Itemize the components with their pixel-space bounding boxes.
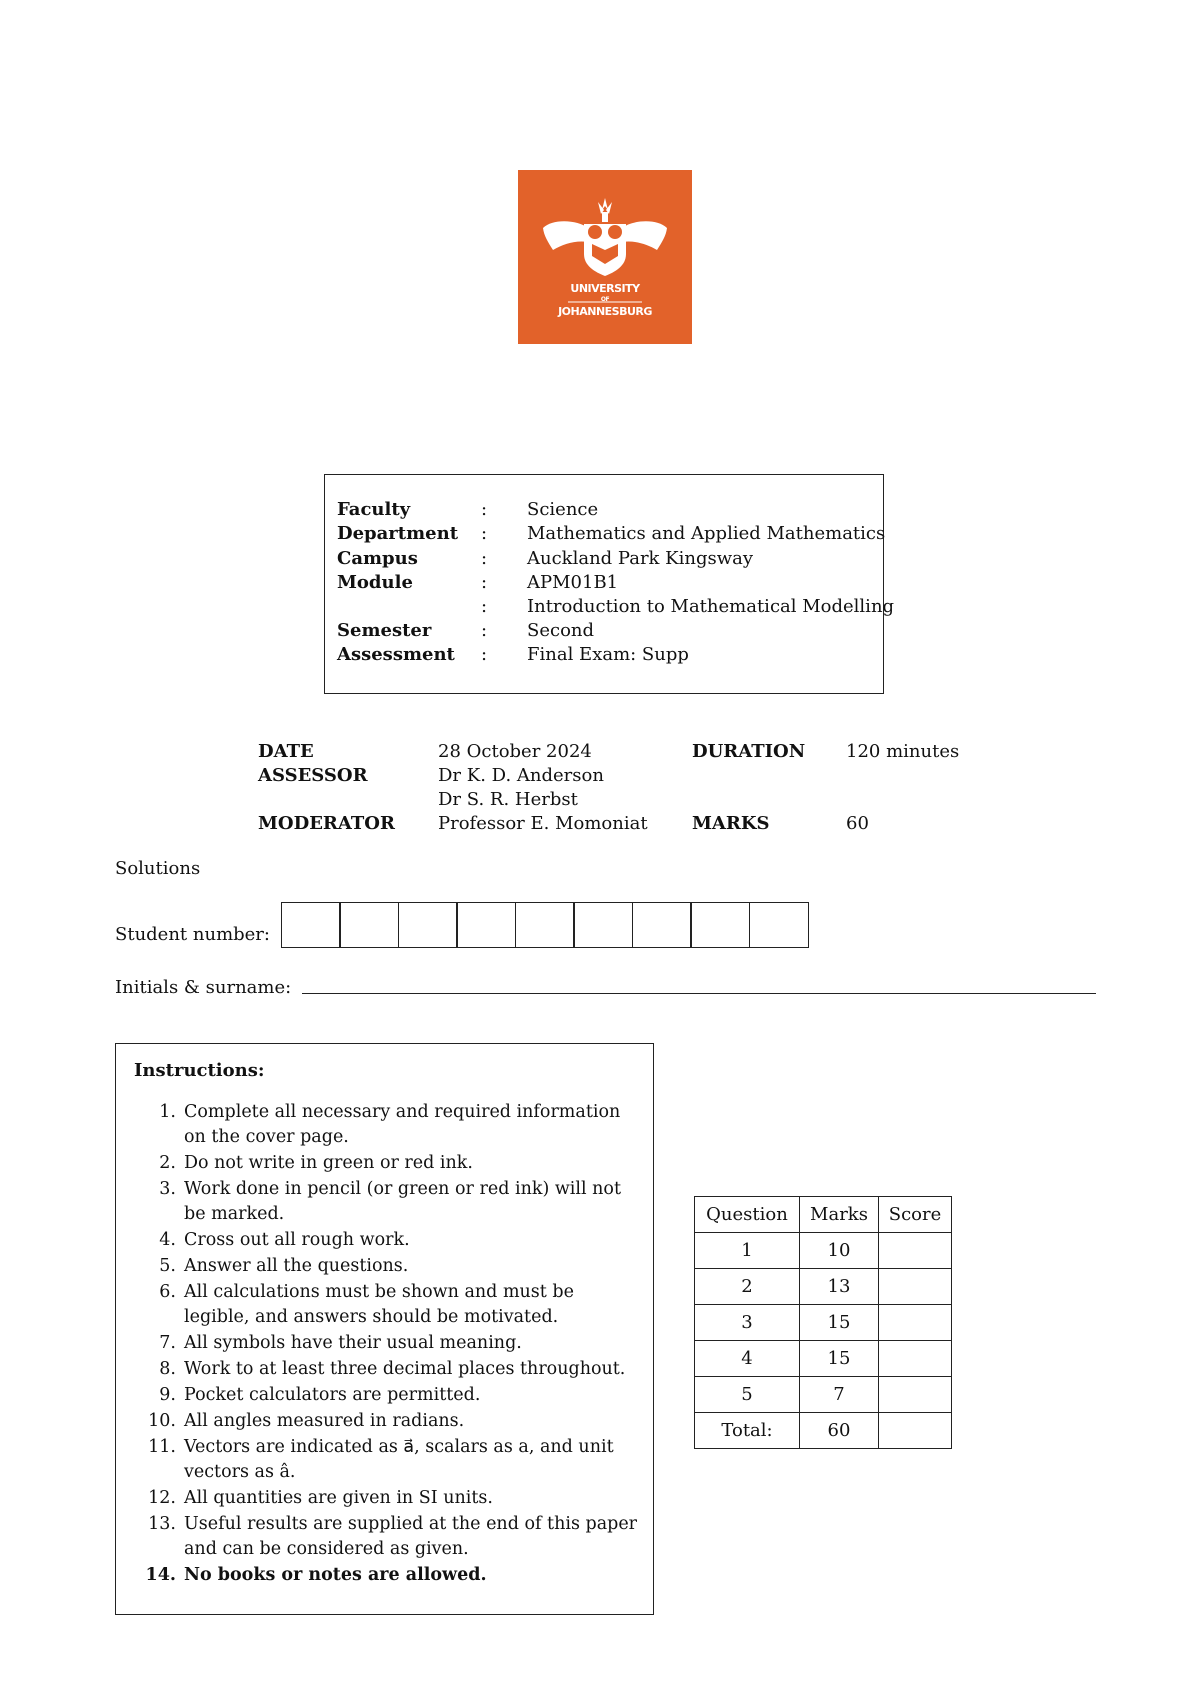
info-label: Assessment xyxy=(337,644,455,665)
info-separator: : xyxy=(481,523,488,544)
table-header-row xyxy=(695,1197,952,1233)
table-total-row xyxy=(695,1413,952,1449)
marks-cell: 15 xyxy=(800,1305,879,1341)
info-label: Module xyxy=(337,572,413,593)
instruction-text: No books or notes are allowed. xyxy=(184,1565,487,1585)
instruction-item xyxy=(116,1254,655,1279)
table-row xyxy=(695,1305,952,1341)
question-cell: 5 xyxy=(695,1377,800,1413)
logo-text-of: OF xyxy=(600,296,610,303)
student-number-label: Student number: xyxy=(115,924,270,945)
total-label-cell: Total: xyxy=(695,1413,800,1449)
instruction-item xyxy=(116,1331,655,1356)
instruction-item xyxy=(116,1151,655,1176)
header-score: Score xyxy=(879,1197,952,1233)
instructions-box xyxy=(115,1043,654,1615)
student-number-digit-box[interactable] xyxy=(749,902,809,948)
instruction-text: All symbols have their usual meaning. xyxy=(184,1333,522,1353)
instruction-text: Complete all necessary and required information on the cover page. xyxy=(184,1102,621,1147)
instruction-number: 2. xyxy=(159,1153,176,1173)
instruction-text: Pocket calculators are permitted. xyxy=(184,1385,481,1405)
marks-label: MARKS xyxy=(692,813,770,834)
instruction-text: Answer all the questions. xyxy=(184,1256,409,1276)
course-info-box xyxy=(324,474,895,694)
instruction-number: 6. xyxy=(159,1282,176,1302)
instruction-item xyxy=(116,1512,655,1562)
duration-label: DURATION xyxy=(692,741,806,762)
assessor-label: ASSESSOR xyxy=(258,765,368,786)
instruction-text: Do not write in green or red ink. xyxy=(184,1153,473,1173)
instruction-item xyxy=(116,1280,655,1330)
student-number-digit-box[interactable] xyxy=(690,902,750,948)
marks-cell: 7 xyxy=(800,1377,879,1413)
instruction-text: Cross out all rough work. xyxy=(184,1230,410,1250)
info-value: Mathematics and Applied Mathematics xyxy=(527,523,886,544)
table-row xyxy=(695,1269,952,1305)
student-number-digit-box[interactable] xyxy=(515,902,575,948)
total-marks-cell: 60 xyxy=(800,1413,879,1449)
score-cell[interactable] xyxy=(879,1305,952,1341)
instruction-text: Vectors are indicated as a⃗, scalars as a, and unit vectors as â. xyxy=(184,1437,614,1482)
instruction-item xyxy=(116,1435,655,1485)
score-table xyxy=(694,1196,952,1449)
instruction-text: Useful results are supplied at the end of this paper and can be considered as given. xyxy=(184,1514,638,1559)
table-row xyxy=(695,1233,952,1269)
score-cell[interactable] xyxy=(879,1377,952,1413)
total-score-cell[interactable] xyxy=(879,1413,952,1449)
question-cell: 3 xyxy=(695,1305,800,1341)
moderator-label: MODERATOR xyxy=(258,813,395,834)
instruction-number: 11. xyxy=(148,1437,176,1457)
instruction-number: 14. xyxy=(145,1565,176,1585)
instruction-item xyxy=(116,1383,655,1408)
info-separator: : xyxy=(481,572,488,593)
info-value: Auckland Park Kingsway xyxy=(527,548,754,569)
table-row xyxy=(695,1377,952,1413)
info-value: APM01B1 xyxy=(527,572,619,593)
marks-cell: 13 xyxy=(800,1269,879,1305)
initials-surname-label: Initials & surname: xyxy=(115,977,292,998)
header-question: Question xyxy=(695,1197,800,1233)
logo-text-university: UNIVERSITY xyxy=(570,282,640,295)
instruction-number: 3. xyxy=(159,1179,176,1199)
info-value: Introduction to Mathematical Modelling xyxy=(527,596,895,617)
instruction-item xyxy=(116,1228,655,1253)
instruction-number: 8. xyxy=(159,1359,176,1379)
student-number-digit-box[interactable] xyxy=(398,902,458,948)
marks-cell: 10 xyxy=(800,1233,879,1269)
info-label: Semester xyxy=(337,620,432,641)
score-cell[interactable] xyxy=(879,1341,952,1377)
student-number-digit-box[interactable] xyxy=(281,902,341,948)
logo-text-johannesburg: JOHANNESBURG xyxy=(558,305,652,318)
info-value: Second xyxy=(527,620,595,641)
date-label: DATE xyxy=(258,741,314,762)
student-number-digit-box[interactable] xyxy=(573,902,633,948)
instruction-item xyxy=(116,1100,655,1150)
student-number-boxes xyxy=(282,902,809,948)
instruction-text: All quantities are given in SI units. xyxy=(184,1488,493,1508)
solutions-label: Solutions xyxy=(115,858,201,879)
table-row xyxy=(695,1341,952,1377)
score-cell[interactable] xyxy=(879,1233,952,1269)
info-separator: : xyxy=(481,620,488,641)
student-number-digit-box[interactable] xyxy=(456,902,516,948)
question-cell: 1 xyxy=(695,1233,800,1269)
info-value: Science xyxy=(527,499,599,520)
info-separator: : xyxy=(481,499,488,520)
info-value: Final Exam: Supp xyxy=(527,644,689,665)
instruction-number: 4. xyxy=(159,1230,176,1250)
instruction-number: 7. xyxy=(159,1333,176,1353)
instruction-number: 5. xyxy=(159,1256,176,1276)
duration-value: 120 minutes xyxy=(846,741,960,762)
university-logo xyxy=(518,170,692,344)
student-number-digit-box[interactable] xyxy=(632,902,692,948)
marks-value: 60 xyxy=(846,813,869,834)
instruction-number: 9. xyxy=(159,1385,176,1405)
instruction-number: 13. xyxy=(148,1514,176,1534)
instruction-text: All angles measured in radians. xyxy=(184,1411,465,1431)
instruction-item xyxy=(116,1409,655,1434)
instructions-list xyxy=(116,1100,655,1589)
moderator-value: Professor E. Momoniat xyxy=(438,813,648,834)
info-label: Campus xyxy=(337,548,418,569)
student-number-digit-box[interactable] xyxy=(339,902,399,948)
instruction-number: 1. xyxy=(159,1102,176,1122)
marks-cell: 15 xyxy=(800,1341,879,1377)
instruction-number: 12. xyxy=(148,1488,176,1508)
instruction-item xyxy=(116,1486,655,1511)
info-separator: : xyxy=(481,548,488,569)
header-marks: Marks xyxy=(800,1197,879,1233)
instruction-number: 10. xyxy=(148,1411,176,1431)
assessor-value-1: Dr K. D. Anderson xyxy=(438,765,604,786)
instruction-item xyxy=(116,1563,655,1588)
date-value: 28 October 2024 xyxy=(438,741,592,762)
info-label: Faculty xyxy=(337,499,411,520)
instruction-item xyxy=(116,1177,655,1227)
question-cell: 2 xyxy=(695,1269,800,1305)
info-label: Department xyxy=(337,523,459,544)
instruction-item xyxy=(116,1357,655,1382)
instruction-text: Work done in pencil (or green or red ink) will not be marked. xyxy=(184,1179,622,1224)
info-separator: : xyxy=(481,596,488,617)
instruction-text: All calculations must be shown and must be legible, and answers should be motivated. xyxy=(184,1282,574,1327)
initials-surname-line[interactable] xyxy=(302,993,1096,994)
score-cell[interactable] xyxy=(879,1269,952,1305)
assessor-value-2: Dr S. R. Herbst xyxy=(438,789,578,810)
question-cell: 4 xyxy=(695,1341,800,1377)
instructions-title: Instructions: xyxy=(134,1060,265,1081)
instruction-text: Work to at least three decimal places throughout. xyxy=(184,1359,626,1379)
info-separator: : xyxy=(481,644,488,665)
